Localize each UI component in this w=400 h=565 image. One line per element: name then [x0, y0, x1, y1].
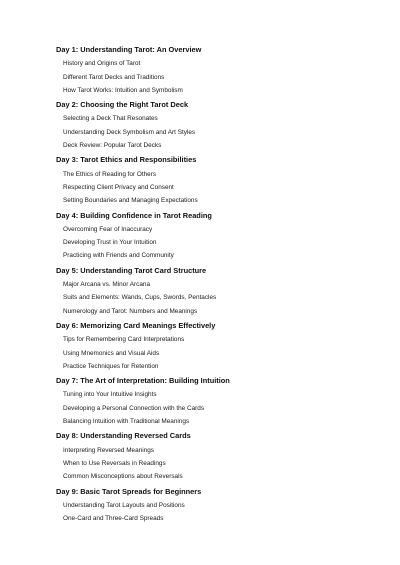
- topic-item: Deck Review: Popular Tarot Decks: [63, 142, 162, 150]
- day-heading: Day 4: Building Confidence in Tarot Reading: [56, 210, 212, 220]
- day-heading: Day 5: Understanding Tarot Card Structure: [56, 265, 207, 275]
- topic-item: Suits and Elements: Wands, Cups, Swords, Pentacles: [63, 294, 217, 302]
- day-3-section: [56, 155, 376, 205]
- topic-item: Setting Boundaries and Managing Expectations: [63, 197, 198, 205]
- topic-item: Common Misconceptions about Reversals: [63, 473, 183, 481]
- day-1-section: [56, 45, 376, 95]
- day-heading: Day 3: Tarot Ethics and Responsibilities: [56, 155, 197, 165]
- topic-item: Tuning into Your Intuitive Insights: [63, 391, 157, 399]
- day-heading: Day 9: Basic Tarot Spreads for Beginners: [56, 486, 202, 496]
- day-7-section: [56, 376, 376, 426]
- topic-item: Developing Trust in Your Intuition: [63, 239, 157, 247]
- topic-item: Major Arcana vs. Minor Arcana: [63, 281, 151, 289]
- topic-item: When to Use Reversals in Readings: [63, 459, 166, 467]
- day-heading: Day 8: Understanding Reversed Cards: [56, 431, 191, 441]
- topic-item: Overcoming Fear of Inaccuracy: [63, 225, 153, 233]
- topic-item: Practicing with Friends and Community: [63, 252, 174, 260]
- topic-item: History and Origins of Tarot: [63, 60, 141, 68]
- day-9-section: [56, 487, 376, 524]
- day-heading: Day 6: Memorizing Card Meanings Effectively: [56, 320, 216, 330]
- topic-item: Understanding Deck Symbolism and Art Styles: [63, 128, 196, 136]
- topic-item: Developing a Personal Connection with the Cards: [63, 404, 205, 412]
- topic-item: Numerology and Tarot: Numbers and Meanings: [63, 307, 198, 315]
- topic-item: Using Mnemonics and Visual Aids: [63, 349, 160, 357]
- topic-item: Respecting Client Privacy and Consent: [63, 183, 174, 191]
- topic-item: Selecting a Deck That Resonates: [63, 115, 158, 123]
- day-5-section: [56, 266, 376, 316]
- topic-item: Different Tarot Decks and Traditions: [63, 73, 165, 81]
- topic-item: Interpreting Reversed Meanings: [63, 446, 154, 454]
- topic-item: Understanding Tarot Layouts and Positions: [63, 501, 185, 509]
- topic-item: Tips for Remembering Card Interpretations: [63, 336, 185, 344]
- day-heading: Day 7: The Art of Interpretation: Building Intuition: [56, 376, 230, 386]
- day-heading: Day 2: Choosing the Right Tarot Deck: [56, 100, 189, 110]
- topic-item: Balancing Intuition with Traditional Meanings: [63, 418, 190, 426]
- day-heading: Day 1: Understanding Tarot: An Overview: [56, 45, 202, 54]
- day-4-section: [56, 211, 376, 261]
- day-6-section: [56, 321, 376, 371]
- day-2-section: [56, 100, 376, 150]
- topic-item: How Tarot Works: Intuition and Symbolism: [63, 86, 183, 94]
- topic-item: Practice Techniques for Retention: [63, 362, 159, 370]
- day-8-section: [56, 431, 376, 481]
- table-of-contents: [56, 45, 376, 528]
- topic-item: The Ethics of Reading for Others: [63, 170, 157, 178]
- topic-item: One-Card and Three-Card Spreads: [63, 515, 164, 523]
